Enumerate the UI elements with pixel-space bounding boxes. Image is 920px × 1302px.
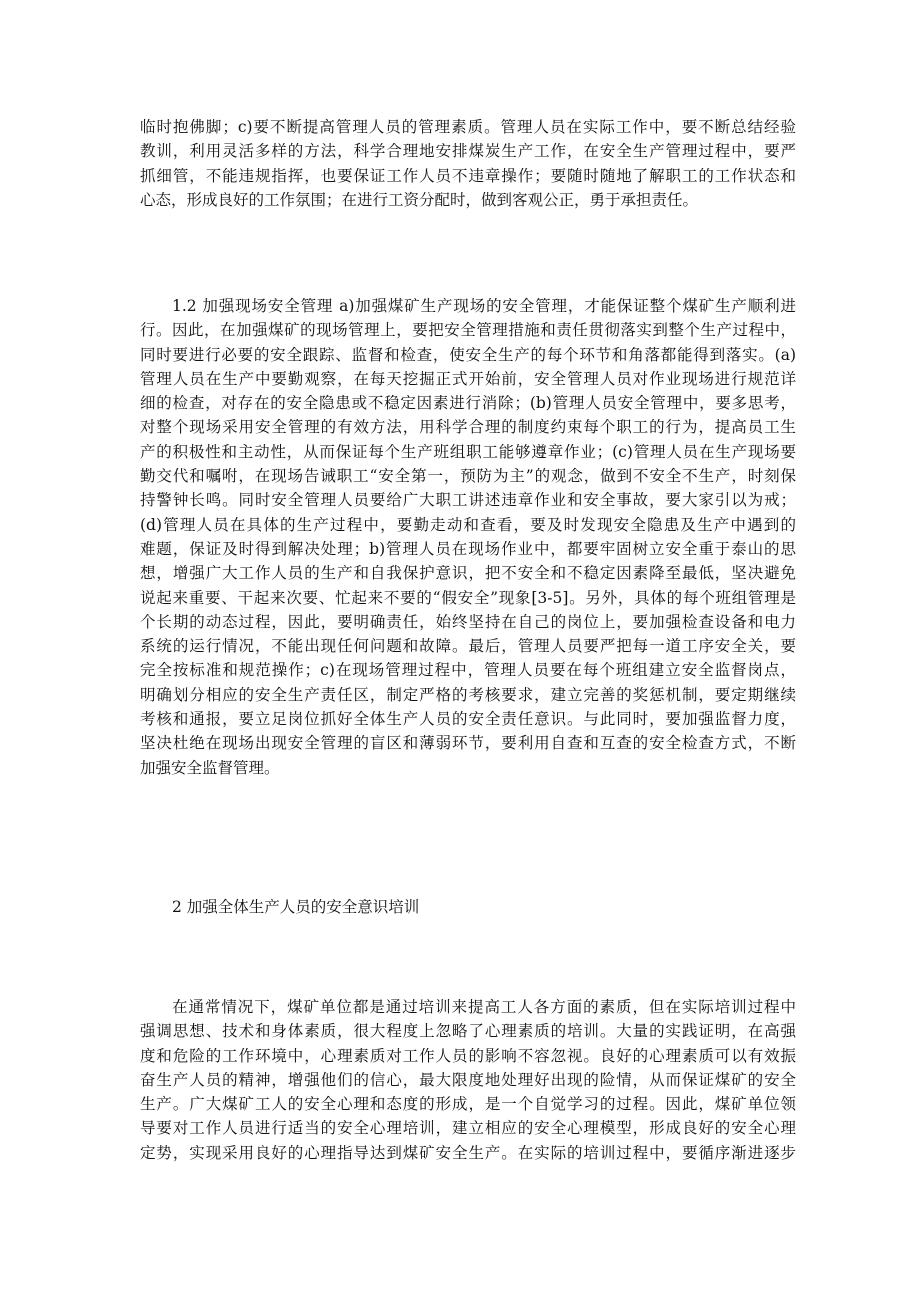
text-line: 加强安全监督管理。: [140, 758, 280, 777]
text-line: 导要对工作人员进行适当的安全心理培训，建立相应的安全心理模型，形成良好的安全心理: [140, 1119, 796, 1138]
text-line: 在通常情况下，煤矿单位都是通过培训来提高工人各方面的素质，但在实际培训过程中: [172, 998, 796, 1016]
text-line: 同时要进行必要的安全跟踪、监督和检查，使安全生产的每个环节和角落都能得到落实。(a): [140, 345, 796, 364]
text-line: 完全按标准和规范操作；c)在现场管理过程中，管理人员要在每个班组建立安全监督岗点，: [140, 661, 796, 680]
text-line: 管理人员在生产中要勤观察，在每天挖掘正式开始前，安全管理人员对作业现场进行规范详: [140, 369, 796, 388]
section-heading: 2 加强全体生产人员的安全意识培训: [172, 898, 420, 916]
text-line: 系统的运行情况，不能出现任何问题和故障。最后，管理人员要严把每一道工序安全关，要: [140, 637, 796, 656]
text-line: 说起来重要、干起来次要、忙起来不要的“假安全”现象[3-5]。另外，具体的每个班组管理是: [140, 588, 796, 607]
text-line: 度和危险的工作环境中，心理素质对工作人员的影响不容忽视。良好的心理素质可以有效振: [140, 1046, 796, 1065]
text-line: 勤交代和嘱咐，在现场告诫职工“安全第一，预防为主”的观念，做到不安全不生产，时刻保: [140, 467, 796, 486]
text-line: 持警钟长鸣。同时安全管理人员要给广大职工讲述违章作业和安全事故，要大家引以为戒；: [140, 491, 796, 510]
text-line: 强调思想、技术和身体素质，很大程度上忽略了心理素质的培训。大量的实践证明，在高强: [140, 1022, 796, 1041]
text-line: 生产。广大煤矿工人的安全心理和态度的形成，是一个自觉学习的过程。因此，煤矿单位领: [140, 1095, 796, 1114]
text-line: 心态，形成良好的工作氛围；在进行工资分配时，做到客观公正，勇于承担责任。: [140, 190, 699, 209]
text-line: 个长期的动态过程，因此，要明确责任，始终坚持在自己的岗位上，要加强检查设备和电力: [140, 612, 796, 631]
text-line: 想，增强广大工作人员的生产和自我保护意识，把不安全和不稳定因素降至最低，坚决避免: [140, 564, 796, 583]
text-line: 临时抱佛脚；c)要不断提高管理人员的管理素质。管理人员在实际工作中，要不断总结经验: [140, 118, 796, 136]
paragraph-management-quality: [140, 115, 796, 212]
text-line: 教训，利用灵活多样的方法，科学合理地安排煤炭生产工作，在安全生产管理过程中，要严: [140, 142, 796, 161]
text-line: 细的检查，对存在的安全隐患或不稳定因素进行消除；(b)管理人员安全管理中，要多思考，: [140, 394, 796, 413]
text-line: 定势，实现采用良好的心理指导达到煤矿安全生产。在实际的培训过程中，要循序渐进逐步: [140, 1143, 796, 1162]
text-line: (d)管理人员在具体的生产过程中，要勤走动和查看，要及时发现安全隐患及生产中遇到的: [140, 515, 796, 534]
text-line: 奋生产人员的精神，增强他们的信心，最大限度地处理好出现的险情，从而保证煤矿的安全: [140, 1070, 796, 1089]
text-line: 考核和通报，要立足岗位抓好全体生产人员的安全责任意识。与此同时，要加强监督力度，: [140, 710, 796, 729]
text-line: 抓细管，不能违规指挥，也要保证工作人员不违章操作；要随时随地了解职工的工作状态和: [140, 166, 796, 185]
text-line: 坚决杜绝在现场出现安全管理的盲区和薄弱环节，要利用自查和互查的安全检查方式，不断: [140, 734, 796, 753]
paragraph-site-safety-management: [140, 294, 796, 780]
paragraph-safety-training: [140, 995, 796, 1165]
text-line: 对整个现场采用安全管理的有效方法，用科学合理的制度约束每个职工的行为，提高员工生: [140, 418, 796, 437]
text-line: 产的积极性和主动性，从而保证每个生产班组职工能够遵章作业；(c)管理人员在生产现场要: [140, 442, 796, 461]
text-line: 行。因此，在加强煤矿的现场管理上，要把安全管理措施和责任贯彻落实到整个生产过程中，: [140, 321, 796, 340]
text-line: 明确划分相应的安全生产责任区，制定严格的考核要求，建立完善的奖惩机制，要定期继续: [140, 685, 796, 704]
text-line: 难题，保证及时得到解决处理；b)管理人员在现场作业中，都要牢固树立安全重于泰山的思: [140, 539, 796, 558]
text-line: 1.2 加强现场安全管理 a)加强煤矿生产现场的安全管理，才能保证整个煤矿生产顺利进: [172, 297, 796, 315]
